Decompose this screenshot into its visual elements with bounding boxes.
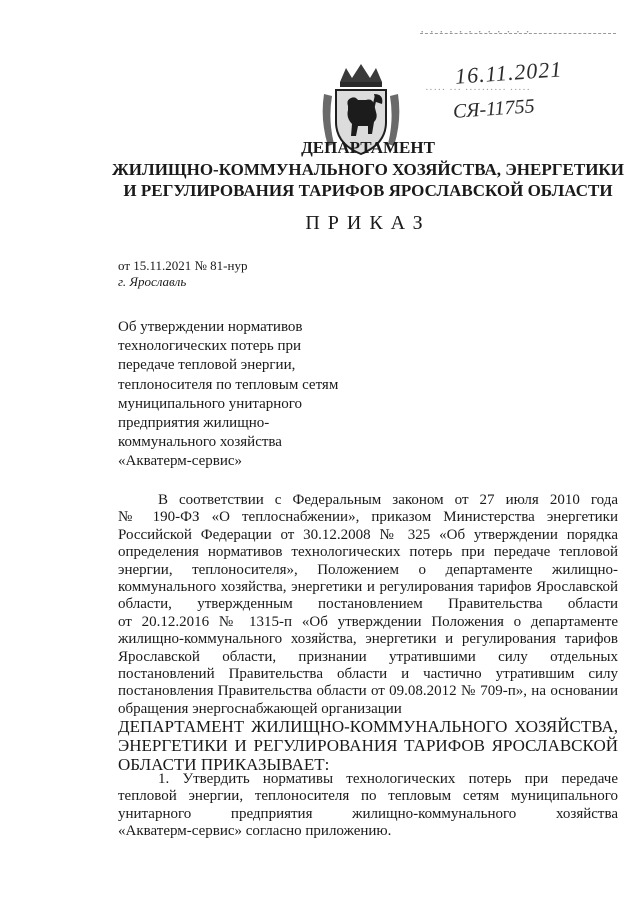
preamble-line: от 20.12.2016 № 1315-п «Об утверждении Положения о департаменте [118, 613, 618, 630]
subject-line: «Акватерм-сервис» [118, 453, 243, 470]
order-item-1 [118, 771, 618, 841]
registration-stamp-header: · · · · · · · · · · · · [420, 24, 531, 39]
item-line: унитарного предприятия жилищно-коммунального хозяйства [118, 805, 618, 822]
preamble-line: жилищно-коммунального хозяйства, энергетики и регулирования тарифов [118, 631, 618, 648]
subject-line: теплоносителя по тепловым сетям [118, 376, 339, 393]
subject-line: передаче тепловой энергии, [118, 357, 296, 374]
preamble-line: постановлений Правительства области и частично утратившим силу [118, 666, 618, 683]
order-statement-line: ОБЛАСТИ ПРИКАЗЫВАЕТ: [118, 755, 330, 774]
handwritten-registration-number: СЯ-11755 [452, 95, 536, 123]
department-name-line-2: ЖИЛИЩНО-КОММУНАЛЬНОГО ХОЗЯЙСТВА, ЭНЕРГЕТИКИ [112, 160, 624, 179]
subject-line: муниципального унитарного [118, 395, 303, 412]
item-line: «Акватерм-сервис» согласно приложению. [118, 823, 392, 840]
preamble-line: постановления Правительства области от 09.08.2012 № 709-п», на основании [118, 683, 618, 700]
preamble-line: коммунального хозяйства, энергетики и регулирования тарифов Ярославской [118, 579, 618, 596]
subject-line: Об утверждении нормативов [118, 319, 303, 335]
subject-line: технологических потерь при [118, 338, 301, 355]
preamble-line: Ярославской области, признании утратившими силу отдельных [118, 648, 618, 665]
preamble-line: № 190-ФЗ «О теплоснабжении», приказом Министерства энергетики [118, 509, 618, 526]
preamble-paragraph [118, 492, 618, 718]
preamble-line: области, утвержденным постановлением Правительства области [118, 596, 618, 613]
subject-line: предприятия жилищно- [118, 415, 270, 432]
registration-stamp-line: ····· ··· ·········· ····· [425, 84, 531, 96]
department-name-line-1: ДЕПАРТАМЕНТ [301, 138, 435, 157]
item-line: 1. Утвердить нормативы технологических потерь при передаче [158, 771, 618, 787]
handwritten-date: 16.11.2021 [454, 56, 564, 89]
preamble-line: обращения энергоснабжающей организации [118, 700, 402, 717]
order-statement-line: ЭНЕРГЕТИКИ И РЕГУЛИРОВАНИЯ ТАРИФОВ ЯРОСЛАВСКОЙ [118, 736, 618, 755]
document-type-title: ПРИКАЗ [305, 212, 431, 234]
order-statement-line: ДЕПАРТАМЕНТ ЖИЛИЩНО-КОММУНАЛЬНОГО ХОЗЯЙСТВА, [118, 717, 618, 736]
order-city: г. Ярославль [118, 274, 187, 289]
preamble-line: Российской Федерации от 30.12.2008 № 325 «Об утверждении порядка [118, 526, 618, 543]
preamble-line: В соответствии с Федеральным законом от 27 июля 2010 года [158, 492, 618, 508]
subject-line: коммунального хозяйства [118, 434, 282, 451]
item-line: тепловой энергии, теплоносителя по тепловым сетям муниципального [118, 788, 618, 805]
order-date-number: от 15.11.2021 № 81-нур [118, 258, 248, 273]
order-statement [118, 717, 618, 774]
department-name-line-3: И РЕГУЛИРОВАНИЯ ТАРИФОВ ЯРОСЛАВСКОЙ ОБЛАСТИ [123, 181, 613, 200]
stamp-divider [420, 33, 616, 34]
order-subject [118, 318, 338, 472]
preamble-line: определения нормативов технологических потерь при передаче тепловой [118, 544, 618, 561]
preamble-line: энергии, теплоносителя», Положением о департаменте жилищно- [118, 561, 618, 578]
